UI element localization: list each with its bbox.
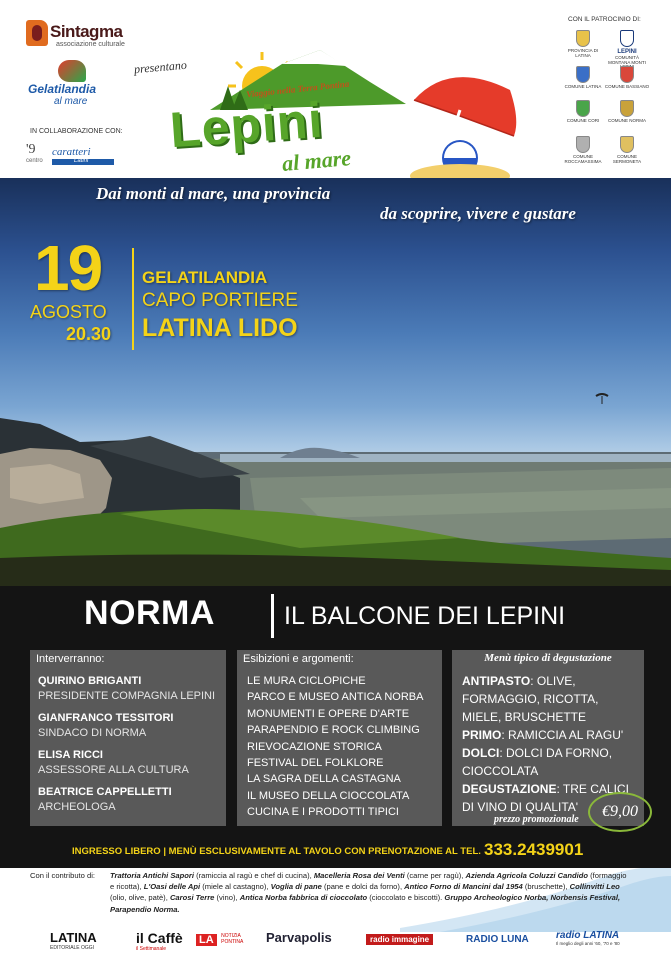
event-day: 19 xyxy=(34,232,102,304)
comune-crest: PROVINCIA DI LATINA xyxy=(560,30,606,59)
sintagma-mark-icon xyxy=(26,20,48,46)
entry-info: INGRESSO LIBERO | MENÙ ESCLUSIVAMENTE AL TAVOLO CON PRENOTAZIONE AL TEL. xyxy=(72,846,481,857)
crest-icon xyxy=(620,136,634,153)
presentano-text: presentano xyxy=(133,57,188,77)
speaker-role: PRESIDENTE COMPAGNIA LEPINI xyxy=(38,690,216,702)
contrib-label: Con il contributo di: xyxy=(30,871,96,880)
speaker-name: ELISA RICCI xyxy=(38,749,103,761)
topic-item: LA SAGRA DELLA CASTAGNA xyxy=(247,773,401,786)
sponsor-il-caffe: il Caffè il Settimanale xyxy=(136,930,183,952)
speakers-box xyxy=(30,650,226,826)
sponsor-latina-oggi: LATINA EDITORIALE OGGI xyxy=(50,930,97,951)
gelato-swirl-icon xyxy=(58,60,86,82)
speaker-item xyxy=(30,675,226,702)
crest-icon xyxy=(576,136,590,153)
caratteri-name: caratteri xyxy=(52,146,91,158)
gelatilandia-sub: al mare xyxy=(54,96,88,107)
speaker-role: ASSESSORE ALLA CULTURA xyxy=(38,764,189,776)
phone-number[interactable]: 333.2439901 xyxy=(484,840,584,859)
speakers-title: Interverranno: xyxy=(36,653,105,665)
contributors xyxy=(30,870,640,914)
lepini-tagline: Viaggio nella Terra Pontina xyxy=(245,78,350,100)
sponsor-logos xyxy=(20,930,660,954)
comune-crest: COMUNE SERMONETA xyxy=(604,136,650,165)
contrib-text: Trattoria Antichi Sapori (ramiccia al ragù e chef di cucina), Macelleria Rosa dei Venti (carne per ragù), Azienda Agricola Coluzzi Candido (formaggio e ricotta), L'Oasi delle Api (miele al castagno), Voglia di pane (pane e dolci da forno), Antico Forno di Mancini dal 1954 (bruschette), Collinvitti Leo (olio, olive, patè), Carosi Terre (vino), Antica Norba fabbrica di cioccolato (cioccolato e biscotti). Gruppo Archeologico Norba, Norbensis Festival, Parapendio Norma. xyxy=(110,871,627,914)
menu-title: Menù tipico di degustazione xyxy=(484,652,612,664)
comune-crest: COMUNE ROCCAMASSIMA xyxy=(560,136,606,165)
patronage-label: CON IL PATROCINIO DI: xyxy=(568,16,641,23)
lepini-al-mare-logo xyxy=(170,30,520,178)
speaker-role: ARCHEOLOGA xyxy=(38,801,116,813)
sintagma-name: Sintagma xyxy=(50,22,123,41)
event-time: 20.30 xyxy=(66,324,112,344)
topics-box xyxy=(237,650,442,826)
topics-list xyxy=(237,665,442,821)
caratteri-logo xyxy=(52,146,116,166)
sponsor-la-notizia: LA NOTIZIA PONTINA xyxy=(196,930,251,948)
crest-icon xyxy=(620,100,634,117)
comune-crest: COMUNE NORMA xyxy=(604,100,650,124)
centro-logo xyxy=(26,142,52,166)
comune-crest: COMUNE LATINA xyxy=(560,66,606,90)
menu-course: DOLCI: DOLCI DA FORNO, CIOCCOLATA xyxy=(462,746,613,778)
speaker-name: QUIRINO BRIGANTI xyxy=(38,675,142,687)
crest-icon xyxy=(576,30,590,47)
comune-crest: COMUNE BASSIANO xyxy=(604,66,650,90)
sponsor-radio-luna: RADIO LUNA xyxy=(466,934,529,945)
lepini-title: Lepini xyxy=(168,91,325,159)
program-section xyxy=(0,586,671,868)
topic-item: MONUMENTI E OPERE D'ARTE xyxy=(247,707,410,720)
location-city: LATINA LIDO xyxy=(142,314,298,342)
centro-sub: centro xyxy=(26,158,43,164)
gelatilandia-name: Gelatilandia xyxy=(28,82,97,96)
comune-crest: COMUNE CORI xyxy=(560,100,606,124)
crest-icon xyxy=(620,66,634,83)
speaker-name: GIANFRANCO TESSITORI xyxy=(38,712,174,724)
speaker-name: BEATRICE CAPPELLETTI xyxy=(38,786,172,798)
menu-course: ANTIPASTO: OLIVE, FORMAGGIO, RICOTTA, MIELE, BRUSCHETTE xyxy=(462,674,599,724)
collab-label: IN COLLABORAZIONE CON: xyxy=(30,128,123,135)
caratteri-sub: Latini xyxy=(74,158,89,164)
header xyxy=(0,0,671,178)
sintagma-subtitle: associazione culturale xyxy=(56,41,125,48)
crest-icon xyxy=(576,66,590,83)
sponsor-radio-latina: radio LATINA Il meglio degli anni '60, '70 e '80 xyxy=(556,930,620,946)
slogan-line-1: Dai monti al mare, una provincia xyxy=(96,184,331,203)
menu-course: PRIMO: RAMICCIA AL RAGU' xyxy=(462,728,624,742)
lepini-badge: LEPINI xyxy=(617,49,637,55)
menu-course: DEGUSTAZIONE: TRE CALICI DI VINO DI QUALITA' xyxy=(462,782,629,814)
topics-title: Esibizioni e argomenti: xyxy=(243,653,354,665)
topic-item: PARCO E MUSEO ANTICA NORBA xyxy=(247,691,424,704)
speaker-item xyxy=(30,712,226,739)
sponsor-parvapolis: Parvapolis xyxy=(266,930,332,945)
crest-icon xyxy=(620,30,634,47)
crest-icon xyxy=(576,100,590,117)
centro-number: '9 xyxy=(26,142,36,157)
topic-item: RIEVOCAZIONE STORICA xyxy=(247,740,382,753)
footer xyxy=(0,868,671,960)
speaker-item xyxy=(30,749,226,776)
topic-item: PARAPENDIO E ROCK CLIMBING xyxy=(247,724,420,737)
slogan-line-2: da scoprire, vivere e gustare xyxy=(380,204,576,223)
hero-landscape-photo xyxy=(0,178,671,586)
comune-crest: LEPINI COMUNITÀ MONTANA MONTI xyxy=(604,30,650,70)
date-divider xyxy=(132,248,134,350)
location-place: CAPO PORTIERE xyxy=(142,290,298,311)
speaker-role: SINDACO DI NORMA xyxy=(38,727,147,739)
promo-label: prezzo promozionale xyxy=(494,814,579,825)
sponsor-radio-immagine: radio immagine xyxy=(366,934,433,945)
lepini-subtitle: al mare xyxy=(280,145,352,176)
title-divider xyxy=(271,594,274,638)
event-month: AGOSTO xyxy=(30,302,107,322)
gelatilandia-logo xyxy=(28,60,116,108)
topic-item: FESTIVAL DEL FOLKLORE xyxy=(247,757,384,770)
location-venue: GELATILANDIA xyxy=(142,268,268,287)
topic-item: IL MUSEO DELLA CIOCCOLATA xyxy=(247,789,410,802)
sintagma-logo xyxy=(26,20,126,54)
speaker-item xyxy=(30,786,226,813)
topic-item: CUCINA E I PRODOTTI TIPICI xyxy=(247,806,399,819)
program-title-norma: NORMA xyxy=(84,594,215,632)
program-title-balcone: IL BALCONE DEI LEPINI xyxy=(284,602,566,630)
price-badge: €9,00 xyxy=(588,792,652,832)
topic-item: LE MURA CICLOPICHE xyxy=(247,675,366,687)
